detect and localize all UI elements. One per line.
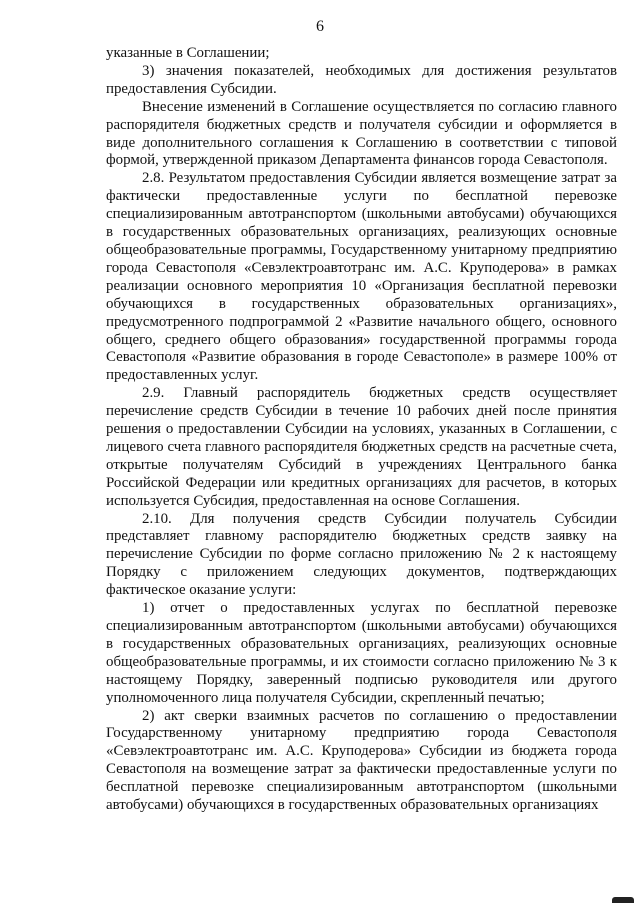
scan-artifact-mark <box>612 897 634 903</box>
paragraph-3: Внесение изменений в Соглашение осуществляется по согласию главного распорядителя бюджетных средств и получателя субсидии и оформляется в виде дополнительного соглашения к Соглашению в соответствии с типовой формой, утвержденной приказом Департамента финансов города Севастополя. <box>106 98 617 169</box>
paragraph-8: 2) акт сверки взаимных расчетов по соглашению о предоставлении Государственному унитарному предприятию города Севастополя «Севэлектроавтотранс им. А.С. Круподерова» Субсидии из бюджета города Севастополя на возмещение затрат за фактически предоставленные услуги по бесплатной перевозке специализированным автотранспортом (школьными автобусами) обучающихся в государственных образовательных организациях <box>106 707 617 814</box>
paragraph-5: 2.9. Главный распорядитель бюджетных средств осуществляет перечисление средств Субсидии в течение 10 рабочих дней после принятия решения о предоставлении Субсидии на условиях, указанных в Соглашении, с лицевого счета главного распорядителя бюджетных средств на расчетные счета, открытые получателям Субсидий в учреждениях Центрального банка Российской Федерации или кредитных организациях для расчетов, в которых используется Субсидия, предоставленная на основе Соглашения. <box>106 385 617 509</box>
paragraph-2: 3) значения показателей, необходимых для достижения результатов предоставления Субсидии. <box>106 62 617 97</box>
paragraph-1: указанные в Соглашении; <box>106 45 270 61</box>
paragraph-6: 2.10. Для получения средств Субсидии получатель Субсидии представляет главному распорядителю бюджетных средств заявку на перечисление Субсидии по форме согласно приложению № 2 к настоящему Порядку с приложением следующих документов, подтверждающих фактическое оказание услуги: <box>106 510 617 599</box>
document-body <box>106 45 617 815</box>
paragraph-4: 2.8. Результатом предоставления Субсидии является возмещение затрат за фактически предоставленные услуги по бесплатной перевозке специализированным автотранспортом (школьными автобусами) обучающихся в государственных образовательных организациях, реализующих основные общеобразовательные программы, Государственному унитарному предприятию города Севастополя «Севэлектроавтотранс им. А.С. Круподерова» в рамках реализации основного мероприятия 10 «Организация бесплатной перевозки обучающихся в государственных образовательных организациях», предусмотренного подпрограммой 2 «Развитие начального общего, основного общего, среднего общего образования» государственной программы города Севастополя «Развитие образования в городе Севастополе» в размере 100% от предоставленных услуг. <box>106 170 617 384</box>
paragraph-7: 1) отчет о предоставленных услугах по бесплатной перевозке специализированным автотранспортом (школьными автобусами) обучающихся в государственных образовательных организациях, реализующих основные общеобразовательные программы, и их стоимости согласно приложению № 3 к настоящему Порядку, заверенный подписью руководителя или другого уполномоченного лица получателя Субсидии, скрепленный печатью; <box>106 600 617 706</box>
page-number: 6 <box>316 18 324 35</box>
